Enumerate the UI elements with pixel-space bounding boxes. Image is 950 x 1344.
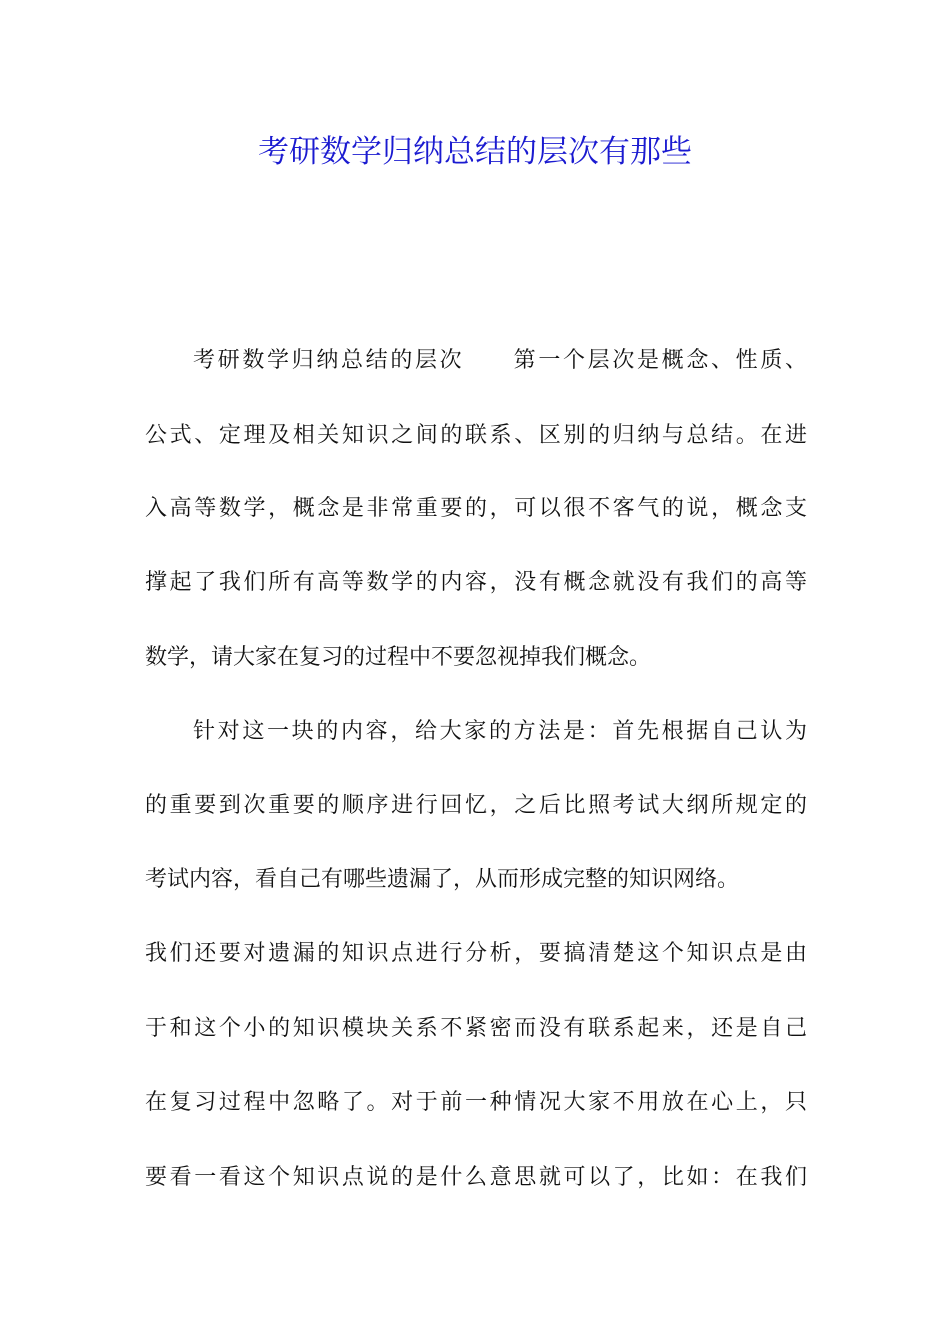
paragraph-2-line-2: 的重要到次重要的顺序进行回忆，之后比照考试大纲所规定的 [145, 793, 807, 818]
paragraph-2-line-6: 在复习过程中忽略了。对于前一种情况大家不用放在心上，只 [145, 1090, 807, 1115]
paragraph-2-line-4: 我们还要对遗漏的知识点进行分析，要搞清楚这个知识点是由 [145, 941, 807, 966]
paragraph-2-line-5: 于和这个小的知识模块关系不紧密而没有联系起来，还是自己 [145, 1016, 807, 1041]
paragraph-2-line-7: 要看一看这个知识点说的是什么意思就可以了，比如：在我们 [145, 1165, 807, 1190]
paragraph-2-line-1: 针对这一块的内容，给大家的方法是：首先根据自己认为 [193, 719, 807, 744]
paragraph-1-line-1: 考研数学归纳总结的层次 第一个层次是概念、性质、 [193, 348, 807, 373]
document-title: 考研数学归纳总结的层次有那些 [258, 134, 692, 170]
paragraph-1-line-4: 撑起了我们所有高等数学的内容，没有概念就没有我们的高等 [145, 570, 807, 595]
paragraph-2-line-3: 考试内容，看自己有哪些遗漏了，从而形成完整的知识网络。 [145, 867, 740, 892]
paragraph-1-line-2: 公式、定理及相关知识之间的联系、区别的归纳与总结。在进 [145, 423, 807, 448]
paragraph-1-line-3: 入高等数学，概念是非常重要的，可以很不客气的说，概念支 [145, 496, 807, 521]
paragraph-1-line-5: 数学，请大家在复习的过程中不要忽视掉我们概念。 [145, 645, 652, 670]
